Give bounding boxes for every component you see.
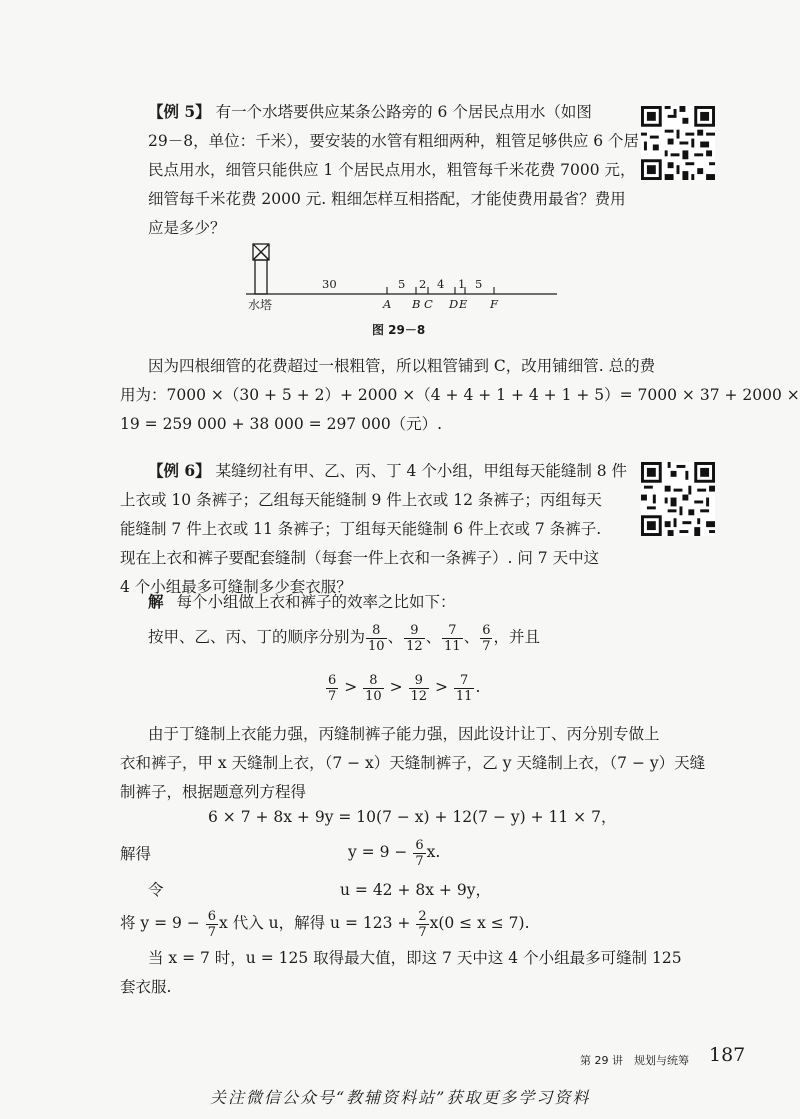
solution-jie-label: 解	[148, 592, 164, 611]
qr-code-icon	[641, 106, 715, 180]
segment-label: 2	[419, 277, 427, 291]
y-expr-left: y = 9 −	[348, 843, 408, 861]
point-label: A	[383, 297, 392, 311]
segment-label: 30	[322, 277, 337, 291]
example5-line-1	[148, 97, 639, 127]
segment-label: 4	[437, 277, 445, 291]
example6-text: 某缝纫社有甲、乙、丙、丁 4 个小组，甲组每天能缝制 8 件	[215, 462, 628, 480]
fraction: $\frac{7}{11}$	[444, 622, 461, 654]
substitution-line	[120, 906, 530, 940]
sub-left: 将 y = 9 −	[120, 914, 200, 932]
order-prefix: 按甲、乙、丙、丁的顺序分别为	[148, 628, 366, 646]
equation-line: 6 × 7 + 8x + 9y = 10(7 − x) + 12(7 − y) + 11 × 7，	[208, 808, 617, 826]
point-label: B	[412, 297, 421, 311]
chapter-label: 第 29 讲 规划与统筹	[580, 1054, 689, 1067]
example5-tag: 【例 5】	[148, 102, 211, 121]
u-expression: u = 42 + 8x + 9y，	[340, 881, 491, 899]
qr-code-example6[interactable]	[641, 462, 715, 536]
sub-right: x(0 ≤ x ≤ 7).	[429, 914, 530, 932]
page-number: 187	[709, 1044, 746, 1066]
solution6-intro	[148, 587, 455, 617]
point-label: D	[449, 297, 459, 311]
fraction: $\frac{2}{7}$	[418, 908, 427, 940]
example5-block	[148, 97, 639, 243]
example6-tag: 【例 6】	[148, 461, 211, 480]
water-tower-icon	[253, 244, 269, 294]
fraction: $\frac{6}{7}$	[328, 672, 337, 704]
solution5-line-2: 用为：7000 ×（30 + 5 + 2）+ 2000 ×（4 + 4 + 1 + 4 + 1 + 5）= 7000 × 37 + 2000 ×	[120, 386, 800, 404]
order-line: 按甲、乙、丙、丁的顺序分别为 $\frac{8}{10}$ 、 $\frac{9}{12}$ 、 $\frac{7}{11}$ 、 $\frac{6}{7}$ ，并且	[148, 622, 540, 654]
example5-line-5: 应是多少？	[148, 219, 226, 237]
order-suffix: ，并且	[493, 628, 540, 646]
figure-29-8	[240, 240, 565, 340]
figure-caption: 图 29－8	[372, 323, 426, 337]
solution5-block	[120, 352, 800, 439]
solution6-intro-text: 每个小组做上衣和裤子的效率之比如下：	[176, 593, 456, 611]
fraction: $\frac{6}{7}$	[415, 837, 424, 869]
fraction: $\frac{6}{7}$	[207, 908, 217, 940]
example6-line-2: 上衣或 10 条裤子；乙组每天能缝制 9 件上衣或 12 条裤子；丙组每天	[120, 491, 602, 509]
qr-code-example5[interactable]	[641, 106, 715, 180]
fraction: $\frac{9}{12}$	[406, 622, 423, 654]
point-label: F	[490, 297, 498, 311]
qr-code-icon	[641, 462, 715, 536]
fraction: $\frac{7}{11}$	[455, 672, 473, 704]
y-expr-right: x.	[426, 843, 441, 861]
y-expression	[348, 835, 440, 869]
promo-banner: 关注微信公众号“教辅资料站”获取更多学习资料	[210, 1088, 591, 1107]
jiede-label: 解得	[120, 845, 152, 863]
segment-label: 5	[398, 277, 406, 291]
inequality-line: $\frac{6}{7}$ > $\frac{8}{10}$ > $\frac{9}{12}$ > $\frac{7}{11}$ .	[328, 672, 481, 704]
example5-line-3: 民点用水，细管只能供应 1 个居民点用水，粗管每千米花费 7000 元，	[148, 161, 636, 179]
solution6-paragraph	[120, 720, 705, 807]
ling-label: 令	[148, 881, 164, 899]
conclusion-line-1: 当 x = 7 时，u = 125 取得最大值，即这 7 天中这 4 个小组最多可缝制 125	[148, 949, 682, 967]
paragraph-line-1: 由于丁缝制上衣能力强，丙缝制裤子能力强，因此设计让丁、丙分别专做上	[148, 725, 660, 743]
example5-line-2: 29－8，单位：千米），要安装的水管有粗细两种，粗管足够供应 6 个居	[148, 132, 640, 150]
paragraph-line-3: 制裤子，根据题意列方程得	[120, 783, 307, 801]
example6-line-1	[120, 456, 627, 486]
tower-label: 水塔	[248, 298, 273, 312]
paragraph-line-2: 衣和裤子，甲 x 天缝制上衣，（7 − x）天缝制裤子，乙 y 天缝制上衣，（7 − y）天缝	[120, 754, 706, 772]
example6-line-5: 4 个小组最多可缝制多少套衣服？	[120, 578, 352, 596]
segment-label: 1	[458, 277, 466, 291]
fraction: $\frac{8}{10}$	[368, 622, 385, 654]
example5-line-4: 细管每千米花费 2000 元. 粗细怎样互相搭配，才能使费用最省？费用	[148, 190, 626, 208]
example6-line-3: 能缝制 7 件上衣或 11 条裤子；丁组每天能缝制 6 件上衣或 7 条裤子.	[120, 520, 602, 538]
point-label: C	[424, 297, 433, 311]
solution5-line-1: 因为四根细管的花费超过一根粗管，所以粗管铺到 C，改用铺细管. 总的费	[148, 357, 656, 375]
example5-text: 有一个水塔要供应某条公路旁的 6 个居民点用水（如图	[215, 103, 592, 121]
fraction: $\frac{6}{7}$	[482, 622, 491, 654]
fraction: $\frac{9}{12}$	[410, 672, 428, 704]
fraction: $\frac{8}{10}$	[365, 672, 382, 704]
segment-label: 5	[475, 277, 483, 291]
point-label: E	[459, 297, 468, 311]
example6-block	[120, 456, 627, 602]
example6-line-4: 现在上衣和裤子要配套缝制（每套一件上衣和一条裤子）. 问 7 天中这	[120, 549, 600, 567]
conclusion-line-2: 套衣服.	[120, 978, 172, 996]
conclusion-block	[120, 944, 682, 1002]
solution5-line-3: 19 = 259 000 + 38 000 = 297 000（元）.	[120, 415, 443, 433]
sub-mid: x 代入 u，解得 u = 123 +	[219, 914, 411, 932]
